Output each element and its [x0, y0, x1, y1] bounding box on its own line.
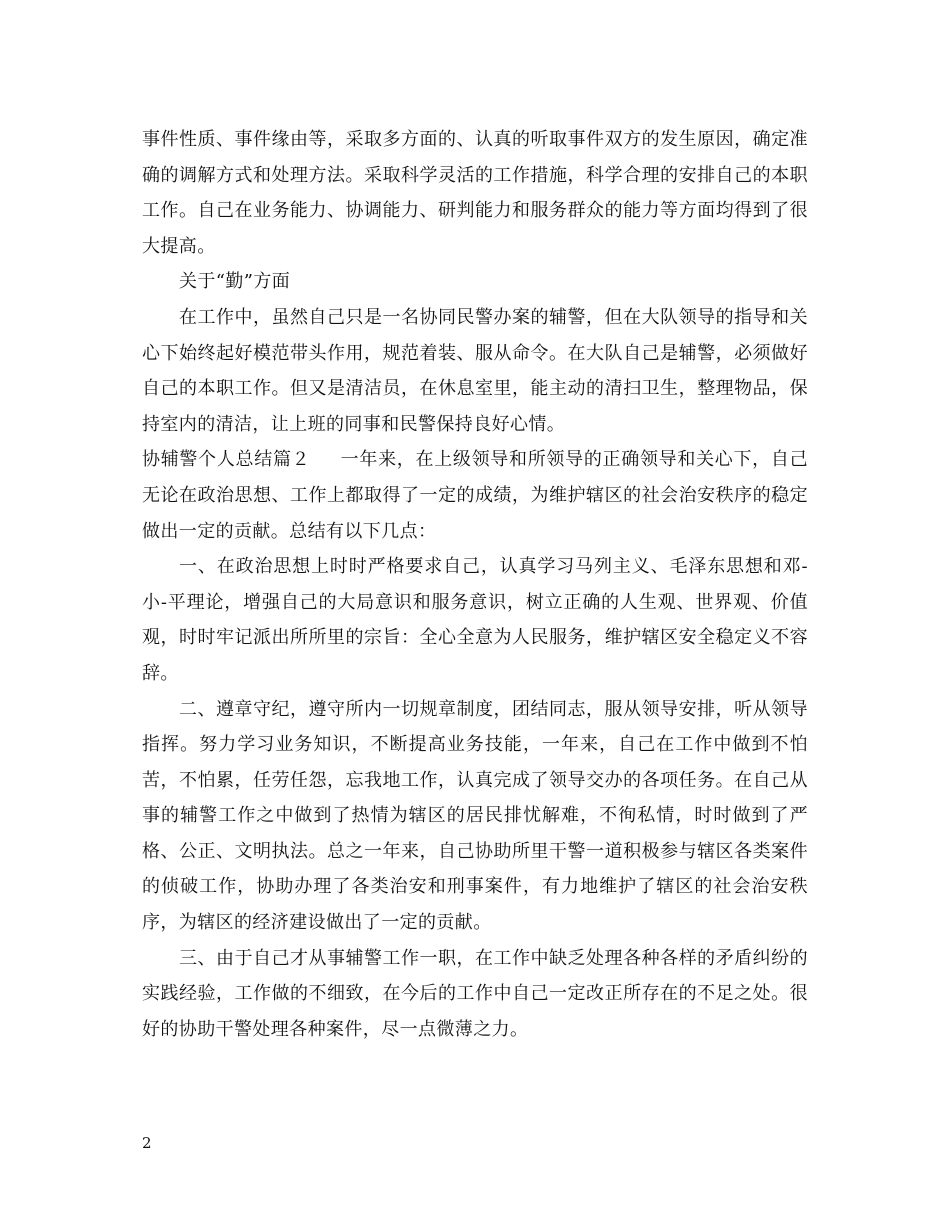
paragraph-summary-part-2 — [142, 442, 808, 549]
paragraph-diligence: 在工作中，虽然自己只是一名协同民警办案的辅警，但在大队领导的指导和关心下始终起好模范带头作用，规范着装、服从命令。在大队自己是辅警，必须做好自己的本职工作。但又是清洁员，在休息室里，能主动的清扫卫生，整理物品，保持室内的清洁，让上班的同事和民警保持良好心情。 — [142, 306, 808, 435]
paragraph-point-one: 一、在政治思想上时时严格要求自己，认真学习马列主义、毛泽东思想和邓-小-平理论，增强自己的大局意识和服务意识，树立正确的人生观、世界观、价值观，时时牢记派出所所里的宗旨：全心全意为人民服务，维护辖区安全稳定义不容辞。 — [142, 556, 808, 684]
page-number: 2 — [142, 1134, 152, 1152]
summary-intro-text: 一年来，在上级领导和所领导的正确领导和关心下，自己无论在政治思想、工作上都取得了一定的成绩，为维护辖区的社会治安秩序的稳定做出一定的贡献。总结有以下几点： — [142, 449, 808, 542]
document-body — [142, 122, 808, 1047]
paragraph-point-three: 三、由于自己才从事辅警工作一职，在工作中缺乏处理各种各样的矛盾纠纷的实践经验，工作做的不细致，在今后的工作中自己一定改正所存在的不足之处。很好的协助干警处理各种案件，尽一点微薄之力。 — [142, 947, 808, 1040]
paragraph-continuation: 事件性质、事件缘由等，采取多方面的、认真的听取事件双方的发生原因，确定准确的调解方式和处理方法。采取科学灵活的工作措施，科学合理的安排自己的本职工作。自己在业务能力、协调能力、研判能力和服务群众的能力等方面均得到了很大提高。 — [142, 129, 808, 257]
section-heading-diligence: 关于“勤”方面 — [179, 271, 291, 293]
section-heading-summary-2: 协辅警个人总结篇２ — [142, 449, 311, 471]
paragraph-point-two: 二、遵章守纪，遵守所内一切规章制度，团结同志，服从领导安排，听从领导指挥。努力学习业务知识，不断提高业务技能，一年来，自己在工作中做到不怕苦，不怕累，任劳任怨，忘我地工作，认真完成了领导交办的各项任务。在自己从事的辅警工作之中做到了热情为辖区的居民排忧解难，不徇私情，时时做到了严格、公正、文明执法。总之一年来，自己协助所里干警一道积极参与辖区各类案件的侦破工作，协助办理了各类治安和刑事案件，有力地维护了辖区的社会治安秩序，为辖区的经济建设做出了一定的贡献。 — [142, 698, 808, 934]
